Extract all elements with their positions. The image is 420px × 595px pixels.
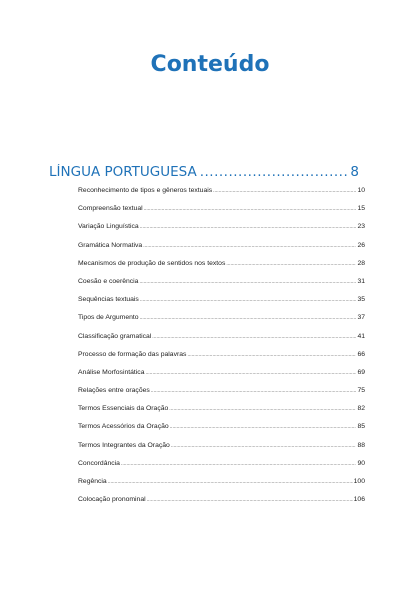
toc-entry[interactable] [78,187,365,205]
toc-entry[interactable] [78,369,365,387]
toc-entry-page-number: 10 [357,187,365,194]
toc-entry-label: Reconhecimento de tipos e gêneros textuais [78,187,213,194]
toc-leader-dots [108,479,353,485]
toc-leader-dots [140,315,357,321]
toc-entry-label: Regência [78,478,107,485]
toc-entry-page-number: 75 [357,387,365,395]
toc-entry-page-number: 82 [357,405,365,413]
toc-leader-dots [213,188,356,194]
page-title: Conteúdo [150,52,270,77]
toc-entry-label: Colocação pronominal [78,496,146,504]
toc-entry-page-number: 106 [353,496,365,504]
toc-entry[interactable] [78,296,365,314]
toc-leader-dots [143,243,356,249]
toc-entry[interactable] [78,387,365,405]
toc-entry-page-number: 15 [357,205,365,213]
toc-entry-label: Coesão e coerência [78,277,139,285]
toc-entry[interactable] [78,278,365,296]
toc-entry-label: Relações entre orações [78,387,150,395]
toc-entry-page-number: 66 [357,350,365,358]
toc-entry[interactable] [78,242,365,260]
toc-list [78,187,365,514]
toc-entry-label: Mecanismos de produção de sentidos nos textos [78,259,226,267]
toc-leader-dots [146,370,357,376]
toc-entry-page-number: 37 [357,314,365,322]
toc-entry[interactable] [78,442,365,460]
toc-entry-label: Termos Acessórios da Oração [78,423,169,431]
toc-leader-dots [171,443,357,449]
toc-entry-label: Análise Morfosintática [78,368,145,376]
toc-leader-dots [187,352,356,358]
toc-entry-label: Compreensão textual [78,205,143,213]
toc-section-heading[interactable] [49,164,359,180]
section-leader-dots [200,164,348,180]
toc-entry-page-number: 23 [357,223,365,231]
toc-leader-dots [170,424,357,430]
toc-entry[interactable] [78,405,365,423]
toc-entry-page-number: 88 [357,441,365,449]
toc-entry[interactable] [78,496,365,514]
toc-entry-page-number: 69 [357,368,365,376]
toc-entry-page-number: 85 [357,423,365,431]
toc-entry[interactable] [78,351,365,369]
toc-leader-dots [226,261,356,267]
toc-entry-page-number: 100 [353,478,365,485]
section-label: LÍNGUA PORTUGUESA [49,164,197,180]
toc-leader-dots [140,224,357,230]
toc-entry[interactable] [78,223,365,241]
toc-leader-dots [151,388,357,394]
toc-entry[interactable] [78,460,365,478]
toc-entry-page-number: 90 [357,459,365,467]
toc-entry-label: Processo de formação das palavras [78,350,187,358]
toc-entry-page-number: 28 [357,259,365,267]
toc-leader-dots [169,406,356,412]
toc-entry[interactable] [78,478,365,496]
toc-entry-label: Variação Linguística [78,223,139,231]
toc-leader-dots [152,334,356,340]
toc-entry[interactable] [78,314,365,332]
toc-entry-label: Tipos de Argumento [78,314,139,322]
toc-entry-label: Classificação gramatical [78,332,152,340]
toc-leader-dots [121,461,356,467]
toc-entry-page-number: 31 [357,277,365,285]
toc-entry-label: Termos Integrantes da Oração [78,441,170,449]
toc-leader-dots [139,279,356,285]
toc-entry-page-number: 26 [357,241,365,249]
section-page-number: 8 [350,164,359,180]
toc-entry-page-number: 35 [357,296,365,304]
toc-entry[interactable] [78,333,365,351]
toc-entry[interactable] [78,260,365,278]
toc-entry-label: Termos Essenciais da Oração [78,405,169,413]
toc-entry[interactable] [78,205,365,223]
toc-entry-page-number: 41 [357,332,365,340]
toc-entry-label: Concordância [78,459,120,467]
toc-leader-dots [144,206,357,212]
toc-leader-dots [140,297,357,303]
toc-leader-dots [147,497,353,503]
toc-entry-label: Sequências textuais [78,296,139,304]
toc-entry-label: Gramática Normativa [78,241,143,249]
toc-entry[interactable] [78,423,365,441]
